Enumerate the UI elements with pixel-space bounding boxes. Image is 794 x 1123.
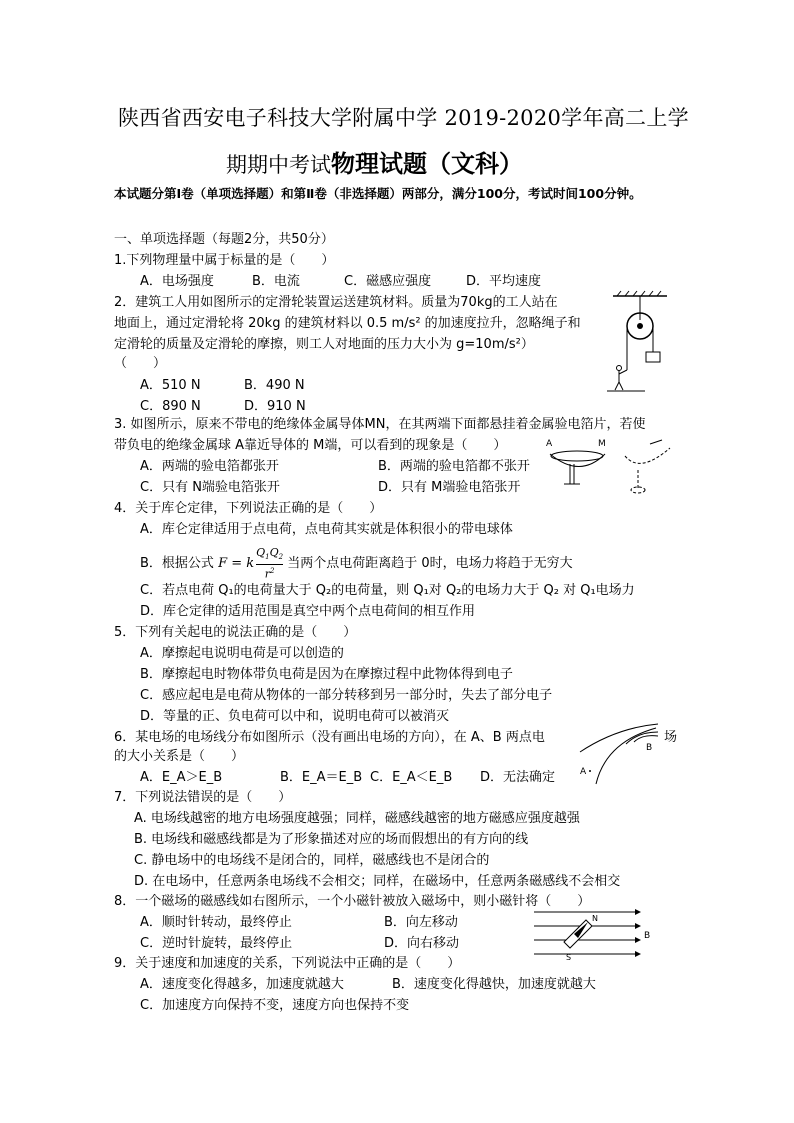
fig-label-m: M — [598, 439, 606, 449]
q4-option-a: A．库仑定律适用于点电荷，点电荷其实就是体积很小的带电球体 — [140, 522, 513, 537]
q6-line1: 6．某电场的电场线分布如图所示（没有画出电场的方向），在 A、B 两点电 — [114, 730, 545, 745]
exam-intro: 本试题分第Ⅰ卷（单项选择题）和第Ⅱ卷（非选择题）两部分，满分100分，考试时间100分钟。 — [114, 186, 642, 201]
q2-line4: （ ） — [114, 356, 167, 371]
magnetic-field-figure — [530, 908, 660, 964]
q2-option-d: D．910 N — [244, 399, 306, 414]
q5-option-b: B．摩擦起电时物体带负电荷是因为在摩擦过程中此物体得到电子 — [140, 667, 513, 682]
q6-line1-end: 场 — [664, 730, 678, 745]
fig-label-s: S — [566, 953, 572, 962]
q4-option-c: C．若点电荷 Q₁的电荷量大于 Q₂的电荷量，则 Q₁对 Q₂的电场力大于 Q₂ 对 Q₁电场力 — [140, 583, 635, 598]
q1-option-a: A．电场强度 — [140, 274, 214, 289]
q8-stem: 8．一个磁场的磁感线如右图所示，一个小磁针被放入磁场中，则小磁针将（ ） — [114, 894, 591, 909]
conductor-figure — [540, 434, 680, 500]
q1-option-c: C．磁感应强度 — [344, 274, 432, 289]
fig-label-n: N — [592, 914, 598, 923]
page-title-line1: 陕西省西安电子科技大学附属中学 2019-2020学年高二上学 — [118, 106, 689, 130]
q8-option-a: A．顺时针转动，最终停止 — [140, 915, 292, 930]
q2-option-c: C．890 N — [140, 399, 201, 414]
q5-option-a: A．摩擦起电说明电荷是可以创造的 — [140, 646, 344, 661]
q3-option-b: B．两端的验电箔都不张开 — [378, 459, 530, 474]
q5-option-c: C．感应起电是电荷从物体的一部分转移到另一部分时，失去了部分电子 — [140, 688, 553, 703]
q4-option-b — [140, 546, 573, 581]
q4-option-b-suffix: 当两个点电荷距离趋于 0时，电场力将趋于无穷大 — [287, 555, 573, 571]
q7-option-d: D. 在电场中，任意两条电场线不会相交；同样，在磁场中，任意两条磁感线不会相交 — [134, 874, 621, 889]
q1-option-b: B．电流 — [252, 274, 300, 289]
q3-line1: 3. 如图所示，原来不带电的绝缘体金属导体MN，在其两端下面都悬挂着金属验电箔片，若使 — [114, 417, 646, 432]
q6-option-d: D．无法确定 — [480, 770, 556, 785]
q3-line2: 带负电的绝缘金属球 A靠近导体的 M端，可以看到的现象是（ ） — [114, 438, 507, 453]
page-title-line2 — [226, 144, 523, 179]
q8-option-d: D．向右移动 — [384, 936, 460, 951]
q9-option-c: C．加速度方向保持不变，速度方向也保持不变 — [140, 998, 410, 1013]
q5-stem: 5．下列有关起电的说法正确的是（ ） — [114, 625, 357, 640]
q6-line2: 的大小关系是（ ） — [114, 749, 245, 764]
q9-stem: 9．关于速度和加速度的关系，下列说法中正确的是（ ） — [114, 956, 461, 971]
pulley-figure — [605, 290, 675, 400]
fig-label-field: B — [644, 931, 651, 941]
q7-stem: 7．下列说法错误的是（ ） — [114, 790, 292, 805]
q2-option-a: A．510 N — [140, 378, 201, 393]
q7-option-c: C. 静电场中的电场线不是闭合的，同样，磁感线也不是闭合的 — [134, 853, 490, 868]
q2-line2: 地面上，通过定滑轮将 20kg 的建筑材料以 0.5 m/s² 的加速度拉升，忽略绳子和 — [114, 316, 581, 331]
q3-option-d: D．只有 M端验电箔张开 — [378, 480, 521, 495]
q4-stem: 4．关于库仑定律，下列说法正确的是（ ） — [114, 501, 383, 516]
fig-label-a: A — [546, 439, 553, 449]
q7-option-a: A. 电场线越密的地方电场强度越强；同样，磁感线越密的地方磁感应强度越强 — [134, 811, 580, 826]
q1-option-d: D．平均速度 — [466, 274, 542, 289]
q7-option-b: B. 电场线和磁感线都是为了形象描述对应的场而假想出的有方向的线 — [134, 832, 529, 847]
fig-label-b: B — [646, 743, 653, 753]
coulomb-formula: F = k $\frac{Q_1Q_2}{r^2}$ — [218, 546, 284, 581]
q9-option-a: A．速度变化得越多，加速度就越大 — [140, 977, 344, 992]
q5-option-d: D．等量的正、负电荷可以中和，说明电荷可以被消灭 — [140, 709, 450, 724]
fig-label-a2: A — [580, 767, 587, 777]
q3-option-c: C．只有 N端验电箔张开 — [140, 480, 280, 495]
q2-option-b: B．490 N — [244, 378, 305, 393]
q4-option-b-prefix: B．根据公式 — [140, 555, 214, 571]
q2-line3: 定滑轮的质量及定滑轮的摩擦，则工人对地面的压力大小为 g=10m/s²） — [114, 337, 534, 352]
q6-option-c: C．E_A＜E_B — [370, 770, 453, 785]
section-heading: 一、单项选择题（每题2分，共50分） — [114, 232, 334, 247]
q8-option-b: B．向左移动 — [384, 915, 458, 930]
title-main: 物理试题（文科） — [331, 149, 523, 178]
title-prefix: 期期中考试 — [226, 153, 331, 177]
q1-stem: 1.下列物理量中属于标量的是（ ） — [114, 253, 335, 268]
q6-option-b: B．E_A＝E_B — [280, 770, 363, 785]
q4-option-d: D．库仑定律的适用范围是真空中两个点电荷间的相互作用 — [140, 604, 476, 619]
q9-option-b: B．速度变化得越快，加速度就越大 — [392, 977, 596, 992]
q2-line1: 2．建筑工人用如图所示的定滑轮装置运送建筑材料。质量为70kg的工人站在 — [114, 295, 558, 310]
q3-option-a: A．两端的验电箔都张开 — [140, 459, 279, 474]
q8-option-c: C．逆时针旋转，最终停止 — [140, 936, 293, 951]
q6-option-a: A．E_A＞E_B — [140, 770, 223, 785]
field-lines-figure — [576, 722, 660, 788]
